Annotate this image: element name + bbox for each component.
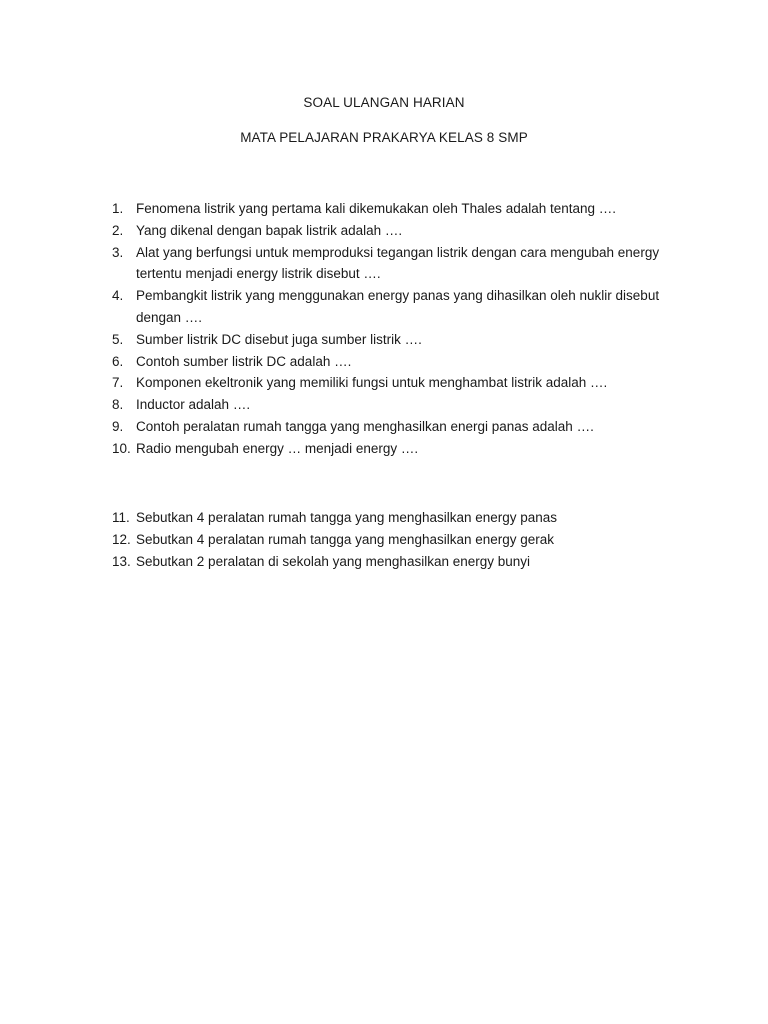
question-item (112, 529, 692, 551)
question-number: 12. (112, 531, 131, 547)
question-item (112, 285, 692, 329)
question-item (112, 507, 692, 529)
question-number: 10. (112, 440, 131, 456)
question-number: 9. (112, 418, 124, 434)
question-number: 2. (112, 222, 124, 238)
question-text: Fenomena listrik yang pertama kali dikemukakan oleh Thales adalah tentang …. (136, 201, 617, 216)
question-number: 5. (112, 331, 124, 347)
question-number: 11. (112, 510, 130, 525)
question-text: Alat yang berfungsi untuk memproduksi tegangan listrik dengan cara mengubah energy tertentu menjadi energy listrik disebut …. (136, 244, 660, 282)
question-item (112, 351, 692, 373)
question-item (112, 438, 692, 460)
question-text: Sebutkan 4 peralatan rumah tangga yang menghasilkan energy panas (136, 510, 558, 525)
question-list-part-1 (112, 198, 692, 460)
question-number: 3. (112, 244, 124, 260)
question-text: Sebutkan 4 peralatan rumah tangga yang menghasilkan energy gerak (136, 531, 555, 547)
question-number: 4. (112, 288, 124, 304)
question-number: 1. (112, 201, 124, 216)
question-item (112, 220, 692, 242)
question-item (112, 242, 692, 286)
question-item (112, 416, 692, 438)
question-text: Sumber listrik DC disebut juga sumber listrik …. (136, 331, 422, 347)
question-text: Pembangkit listrik yang menggunakan energy panas yang dihasilkan oleh nuklir disebut dengan …. (136, 288, 660, 325)
document-subject: MATA PELAJARAN PRAKARYA KELAS 8 SMP (240, 130, 528, 145)
question-item (112, 372, 692, 394)
question-text: Radio mengubah energy … menjadi energy …. (136, 440, 419, 456)
question-text: Komponen ekeltronik yang memiliki fungsi untuk menghambat listrik adalah …. (136, 375, 608, 391)
question-number: 6. (112, 353, 124, 369)
question-item (112, 551, 692, 573)
question-text: Contoh peralatan rumah tangga yang menghasilkan energi panas adalah …. (136, 418, 594, 434)
question-number: 8. (112, 397, 124, 413)
question-item (112, 198, 692, 220)
question-item (112, 394, 692, 416)
question-text: Yang dikenal dengan bapak listrik adalah …. (136, 222, 403, 238)
document-title: SOAL ULANGAN HARIAN (303, 95, 465, 110)
question-text: Contoh sumber listrik DC adalah …. (136, 353, 352, 369)
question-list-part-2 (112, 507, 692, 572)
question-text: Inductor adalah …. (136, 397, 251, 413)
question-item (112, 329, 692, 351)
question-text: Sebutkan 2 peralatan di sekolah yang menghasilkan energy bunyi (136, 553, 531, 569)
question-number: 7. (112, 375, 124, 391)
question-number: 13. (112, 553, 131, 569)
